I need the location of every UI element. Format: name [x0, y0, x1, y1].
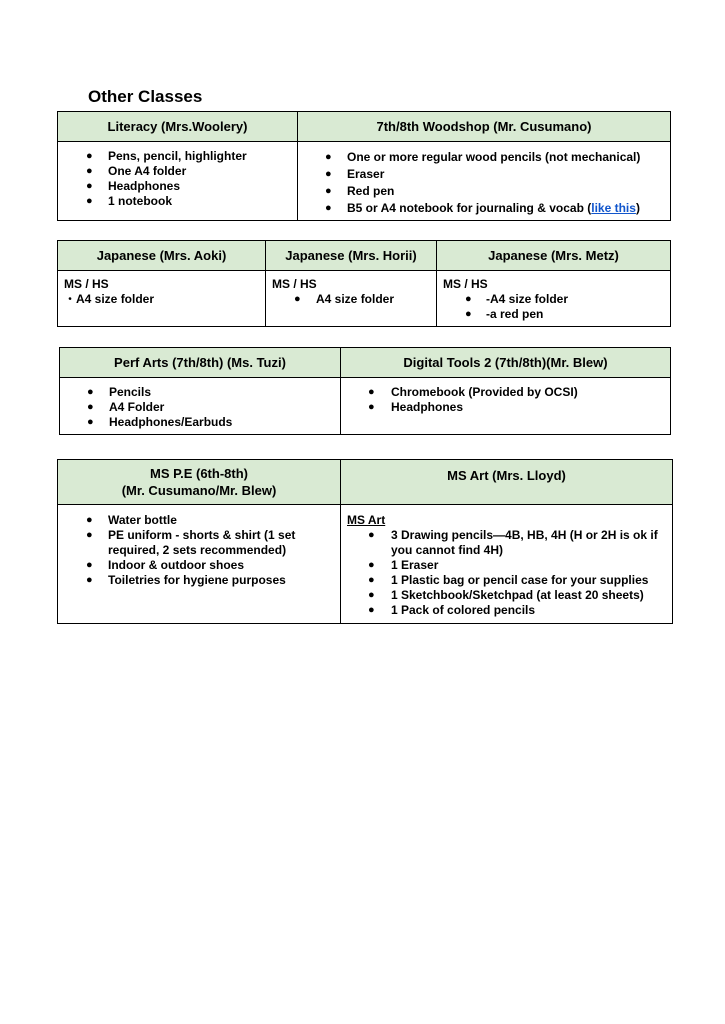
literacy-woodshop-table — [57, 111, 671, 221]
bullet: ● — [368, 529, 375, 541]
list-item — [60, 400, 340, 415]
art-supplies-cell — [341, 505, 673, 624]
list-item-text: Eraser — [347, 167, 385, 181]
bullet: ● — [325, 151, 332, 163]
list-item — [58, 558, 340, 573]
list-item-text: PE uniform - shorts & shirt (1 set required, 2 sets recommended) — [108, 528, 296, 557]
list-item — [58, 164, 297, 179]
list-item-text: ) — [635, 201, 640, 215]
list-item-text: One A4 folder — [108, 164, 187, 178]
bullet: ● — [368, 574, 375, 586]
list-item — [58, 528, 340, 558]
bullet: ● — [294, 293, 301, 305]
bullet: ● — [86, 574, 93, 586]
woodshop-supply-list — [298, 149, 670, 217]
like-this-link[interactable]: like this — [591, 201, 636, 215]
level-label: MS / HS — [64, 277, 109, 291]
list-item-text: A4 Folder — [109, 400, 165, 414]
bullet: ● — [86, 559, 93, 571]
list-item — [443, 307, 670, 322]
bullet: ● — [86, 165, 93, 177]
list-item — [341, 528, 672, 558]
bullet: ● — [368, 386, 375, 398]
list-item — [58, 194, 297, 209]
japanese-aoki-header: Japanese (Mrs. Aoki) — [58, 241, 266, 271]
digital-tools-supply-list — [341, 385, 670, 415]
japanese-horii-cell — [266, 271, 437, 327]
list-item-text: -a red pen — [486, 307, 544, 321]
bullet: ● — [465, 308, 472, 320]
list-item — [341, 588, 672, 603]
list-item — [298, 166, 670, 183]
list-item — [443, 292, 670, 307]
bullet: ● — [368, 559, 375, 571]
metz-supply-list — [443, 292, 670, 322]
page-title: Other Classes — [88, 87, 203, 106]
pe-supplies-cell — [58, 505, 341, 624]
list-item — [341, 603, 672, 618]
bullet: ● — [87, 401, 94, 413]
list-item — [298, 200, 670, 217]
pe-art-table — [57, 459, 673, 624]
list-item-text: A4 size folder — [316, 292, 395, 306]
list-item — [341, 385, 670, 400]
bullet: ● — [368, 401, 375, 413]
list-item-text: Headphones — [391, 400, 464, 414]
list-item — [341, 558, 672, 573]
list-item — [298, 149, 670, 166]
japanese-horii-header: Japanese (Mrs. Horii) — [266, 241, 437, 271]
list-item-text: 1 Sketchbook/Sketchpad (at least 20 sheets) — [391, 588, 644, 602]
level-label: MS / HS — [272, 277, 317, 291]
bullet: ● — [325, 168, 332, 180]
list-item-text: One or more regular wood pencils (not mechanical) — [347, 150, 641, 164]
list-item — [272, 292, 436, 307]
horii-supply-list — [272, 292, 436, 307]
list-item — [60, 385, 340, 400]
literacy-header: Literacy (Mrs.Woolery) — [58, 112, 298, 142]
japanese-aoki-cell — [58, 271, 266, 327]
japanese-metz-header: Japanese (Mrs. Metz) — [437, 241, 671, 271]
bullet: ● — [87, 386, 94, 398]
list-item — [58, 179, 297, 194]
list-item-text: 1 notebook — [108, 194, 173, 208]
list-item-text: Toiletries for hygiene purposes — [108, 573, 286, 587]
list-item-text: Water bottle — [108, 513, 177, 527]
bullet: ● — [368, 589, 375, 601]
literacy-supply-list — [58, 149, 297, 209]
list-item-text: Red pen — [347, 184, 395, 198]
list-item-text: 1 Pack of colored pencils — [391, 603, 536, 617]
bullet: ● — [86, 514, 93, 526]
list-item-text: Headphones/Earbuds — [109, 415, 233, 429]
list-item-text: Indoor & outdoor shoes — [108, 558, 244, 572]
list-item-text: 1 Plastic bag or pencil case for your supplies — [391, 573, 649, 587]
bullet: ● — [325, 202, 332, 214]
bullet: ● — [87, 416, 94, 428]
literacy-supplies-cell — [58, 142, 298, 221]
bullet: ● — [86, 180, 93, 192]
supply-line: ・A4 size folder — [64, 292, 155, 306]
perf-arts-supply-list — [60, 385, 340, 430]
japanese-metz-cell — [437, 271, 671, 327]
list-item-text: Pens, pencil, highlighter — [108, 149, 247, 163]
perf-arts-supplies-cell — [60, 378, 341, 435]
art-level-label: MS Art — [347, 513, 386, 527]
list-item — [341, 573, 672, 588]
level-label: MS / HS — [443, 277, 488, 291]
pe-header-line1: MS P.E (6th-8th) — [150, 466, 248, 481]
bullet: ● — [86, 195, 93, 207]
bullet: ● — [325, 185, 332, 197]
list-item-text: Pencils — [109, 385, 152, 399]
list-item — [58, 149, 297, 164]
list-item — [60, 415, 340, 430]
bullet: ● — [368, 604, 375, 616]
perf-arts-header: Perf Arts (7th/8th) (Ms. Tuzi) — [60, 348, 341, 378]
pe-header-line2: (Mr. Cusumano/Mr. Blew) — [121, 483, 277, 498]
digital-tools-supplies-cell — [341, 378, 671, 435]
woodshop-header: 7th/8th Woodshop (Mr. Cusumano) — [298, 112, 671, 142]
list-item — [298, 183, 670, 200]
pe-header — [58, 460, 341, 505]
list-item-text: 1 Eraser — [391, 558, 439, 572]
pe-supply-list — [58, 513, 340, 588]
list-item — [341, 400, 670, 415]
list-item — [58, 573, 340, 588]
woodshop-supplies-cell — [298, 142, 671, 221]
list-item-text: 3 Drawing pencils—4B, HB, 4H (H or 2H is ok if you cannot find 4H) — [391, 528, 658, 557]
list-item-text: Headphones — [108, 179, 181, 193]
art-supply-list — [341, 528, 672, 618]
art-header — [341, 460, 673, 505]
bullet: ● — [86, 529, 93, 541]
art-header-text: MS Art (Mrs. Lloyd) — [447, 468, 566, 483]
japanese-table — [57, 240, 671, 327]
list-item — [58, 513, 340, 528]
perf-arts-digital-tools-table — [59, 347, 671, 435]
list-item-text: B5 or A4 notebook for journaling & vocab ( — [347, 201, 592, 215]
digital-tools-header: Digital Tools 2 (7th/8th)(Mr. Blew) — [341, 348, 671, 378]
list-item-text: -A4 size folder — [486, 292, 569, 306]
bullet: ● — [86, 150, 93, 162]
list-item-text: Chromebook (Provided by OCSI) — [391, 385, 578, 399]
bullet: ● — [465, 293, 472, 305]
